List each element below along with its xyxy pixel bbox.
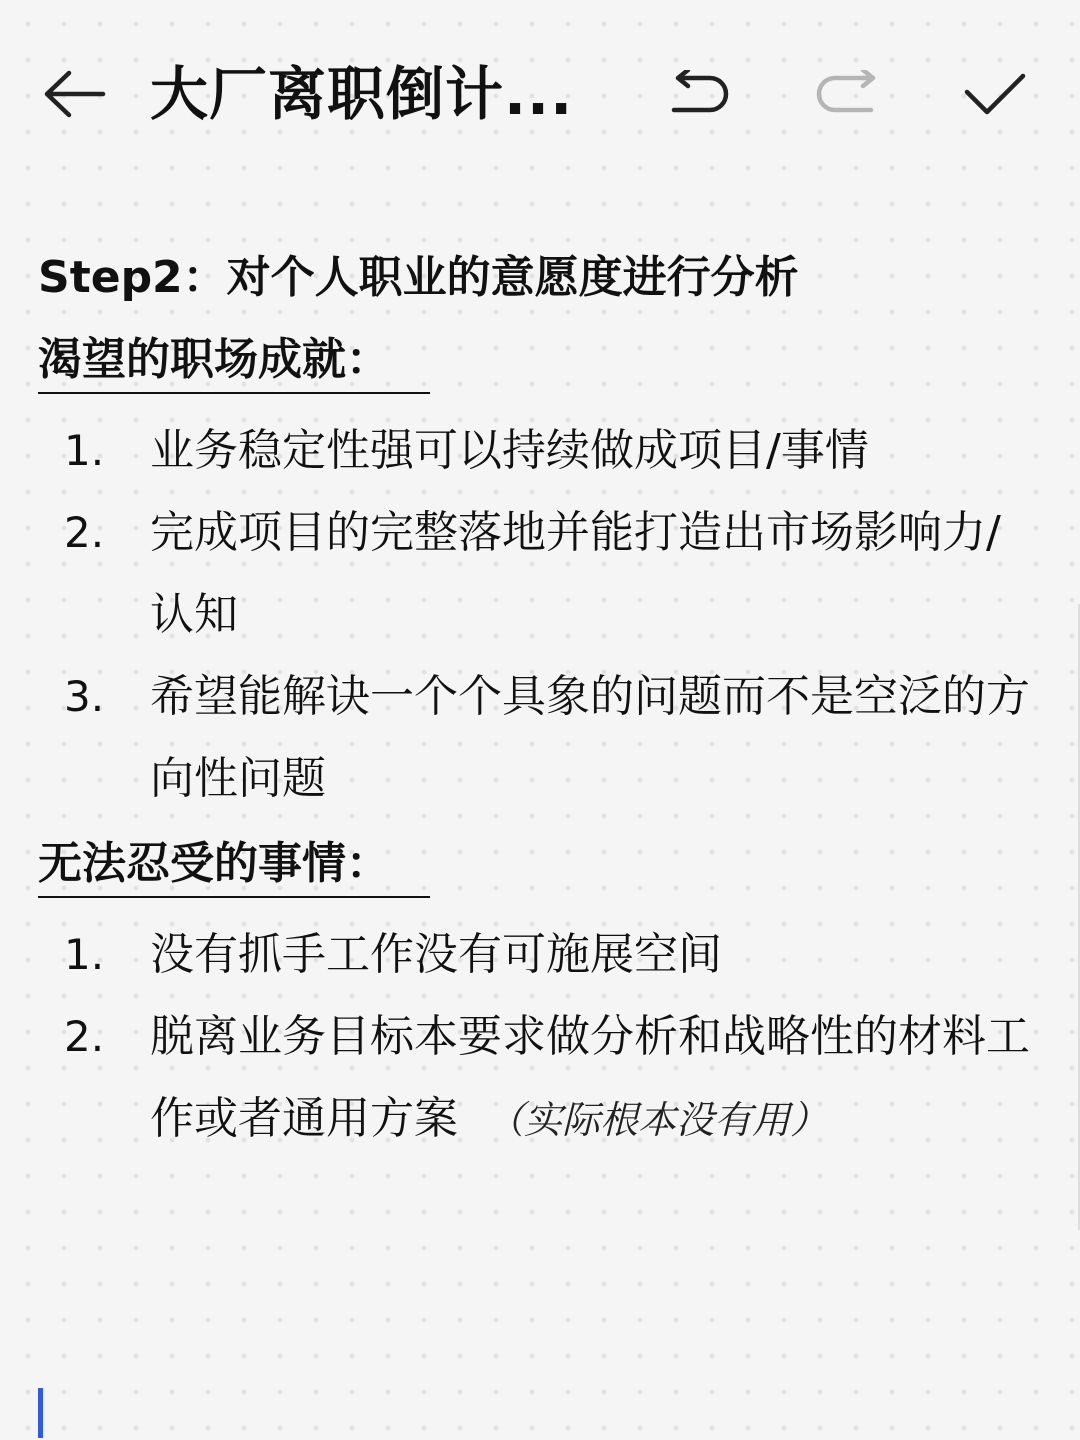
note-title[interactable]: 大厂离职倒计... (150, 60, 574, 128)
redo-button[interactable] (800, 54, 890, 134)
list-item-note: （实际根本没有用） (486, 1098, 829, 1142)
undo-icon (666, 70, 734, 118)
list-item-text: 脱离业务目标本要求做分析和战略性的材料工作或者通用方案 (150, 1011, 1030, 1144)
step-heading: Step2：对个人职业的意愿度进行分析 (38, 252, 799, 303)
list-item (38, 492, 1038, 656)
dealbreakers-list (38, 914, 1038, 1161)
aspirations-list (38, 410, 1038, 820)
list-item-text: 业务稳定性强可以持续做成项目/事情 (150, 425, 869, 476)
undo-button[interactable] (655, 54, 745, 134)
check-icon (963, 70, 1027, 118)
note-body[interactable] (38, 240, 1038, 1161)
done-button[interactable] (950, 54, 1040, 134)
editor-toolbar (0, 40, 1080, 150)
list-item-text: 没有抓手工作没有可施展空间 (150, 929, 722, 980)
section-heading-dealbreakers: 无法忍受的事情： (38, 832, 430, 898)
list-item-number: 2. (64, 508, 105, 557)
list-item-number: 2. (64, 1012, 105, 1061)
list-item-number: 1. (64, 930, 105, 979)
list-item (38, 656, 1038, 820)
list-item (38, 914, 1038, 996)
list-item (38, 410, 1038, 492)
text-cursor (38, 1388, 43, 1438)
list-item-text: 完成项目的完整落地并能打造出市场影响力/认知 (150, 507, 1001, 640)
list-item (38, 996, 1038, 1161)
list-item-text: 希望能解诀一个个具象的问题而不是空泛的方向性问题 (150, 671, 1030, 804)
back-arrow-icon (43, 69, 107, 119)
redo-icon (811, 70, 879, 118)
list-item-number: 3. (64, 672, 105, 721)
list-item-number: 1. (64, 426, 105, 475)
back-button[interactable] (30, 54, 120, 134)
section-heading-aspirations: 渴望的职场成就： (38, 328, 430, 394)
